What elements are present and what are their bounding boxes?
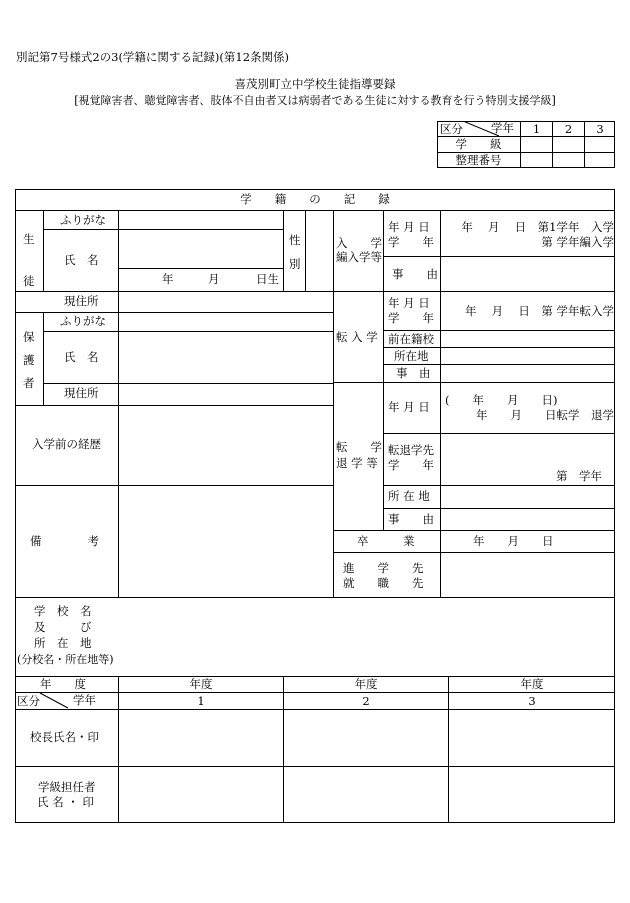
student-label-2: 徒 [23,274,35,288]
student-address-label: 現住所 [64,294,99,308]
transfer-in-label: 転 入 学 [336,330,378,344]
admission-label-2: 編入学等 [336,250,382,264]
student-name-label: 氏 名 [64,253,99,267]
admission-reason-label: 事 由 [392,267,438,281]
year-col-3: 年度 [520,677,544,691]
admission-label-1: 入 学 [336,236,382,250]
transfer-out-date-value-1: ( 年 月 日) [445,393,558,407]
prev-school-label: 前在籍校 [388,332,434,346]
transfer-out-location-label: 所 在 地 [388,489,430,503]
year-col-1: 年度 [189,677,213,691]
admission-date-value-2: 第 学年編入学 [541,235,614,249]
school-label-4: (分校名・所在地等) [17,653,114,666]
admission-date-label-2: 学 年 [388,235,434,249]
admission-date-value-1: 年 月 日 第1学年 入学 [461,220,614,234]
school-label-1: 学 校 名 [34,604,92,618]
grade-3: 3 [596,122,604,136]
school-label-2: 及 び [34,620,92,634]
remarks-label: 備 考 [30,534,99,548]
school-label-3: 所 在 地 [34,636,92,650]
transfer-out-date-label: 年 月 日 [388,400,430,414]
birth-day: 日生 [256,272,279,286]
transfer-in-reason-label: 事 由 [396,366,431,380]
homeroom-label-2: 氏 名 ・ 印 [37,795,94,809]
transfer-in-date-value: 年 月 日 第 学年転入学 [465,304,614,318]
transfer-in-date-label-2: 学 年 [388,311,434,325]
grade-1: 1 [532,122,541,136]
pre-history-label: 入学前の経歴 [32,437,101,451]
birth-year: 年 [162,272,174,286]
bottom-grade-2: 2 [362,694,370,708]
transfer-in-date-label-1: 年 月 日 [388,296,430,310]
graduation-label: 卒 業 [357,534,415,548]
sex-label-2: 別 [289,257,301,271]
kubun-label: 区分 [440,122,463,136]
year-col-2: 年度 [354,677,378,691]
guardian-name-label: 氏 名 [64,350,99,364]
transfer-out-label-1: 転 学 [336,440,382,454]
next-label-2: 就 職 先 [343,576,424,590]
page-title: 喜茂別町立中学校生徒指導要録 [234,77,396,91]
transfer-dest-label-1: 転退学先 [388,443,434,457]
guardian-furigana-label: ふりがな [60,314,106,328]
student-furigana-label: ふりがな [60,213,106,227]
sex-label-1: 性 [289,233,301,247]
transfer-out-label-2: 退 学 等 [336,456,378,470]
gakkyu-label: 学 級 [455,137,502,151]
page-subtitle: [視覚障害者、聴覚障害者、肢体不自由者又は病弱者である生徒に対する教育を行う特別支援学級] [74,94,556,107]
guardian-label-2: 護 [23,353,35,367]
transfer-out-date-value-2: 年 月 日転学 退学 [476,408,614,422]
year-label: 年 度 [40,677,86,691]
guardian-label-1: 保 [23,330,35,344]
guardian-label-3: 者 [23,376,35,390]
transfer-out-reason-label: 事 由 [388,512,434,526]
admission-date-label-1: 年 月 日 [388,220,430,234]
student-label-1: 生 [23,232,35,246]
form-reference: 別記第7号様式2の3(学籍に関する記録)(第12条関係) [16,50,290,64]
transfer-in-location-label: 所在地 [394,349,429,363]
record-banner: 学 籍 の 記 録 [240,192,390,206]
seiri-label: 整理番号 [455,153,502,167]
homeroom-label-1: 学級担任者 [38,780,96,794]
next-label-1: 進 学 先 [343,561,424,575]
guardian-address-label: 現住所 [64,386,99,400]
birth-month: 月 [208,272,220,286]
graduation-value: 年 月 日 [473,534,554,548]
principal-label: 校長氏名・印 [30,730,99,744]
grade-2: 2 [564,122,573,136]
transfer-dest-label-2: 学 年 [388,458,434,472]
bottom-kubun-label: 区分 [17,694,40,708]
gakunen-label: 学年 [491,121,514,135]
bottom-gakunen-label: 学年 [73,693,96,707]
transfer-out-grade: 第 学年 [556,469,602,483]
bottom-grade-1: 1 [197,694,205,708]
bottom-grade-3: 3 [528,694,536,708]
